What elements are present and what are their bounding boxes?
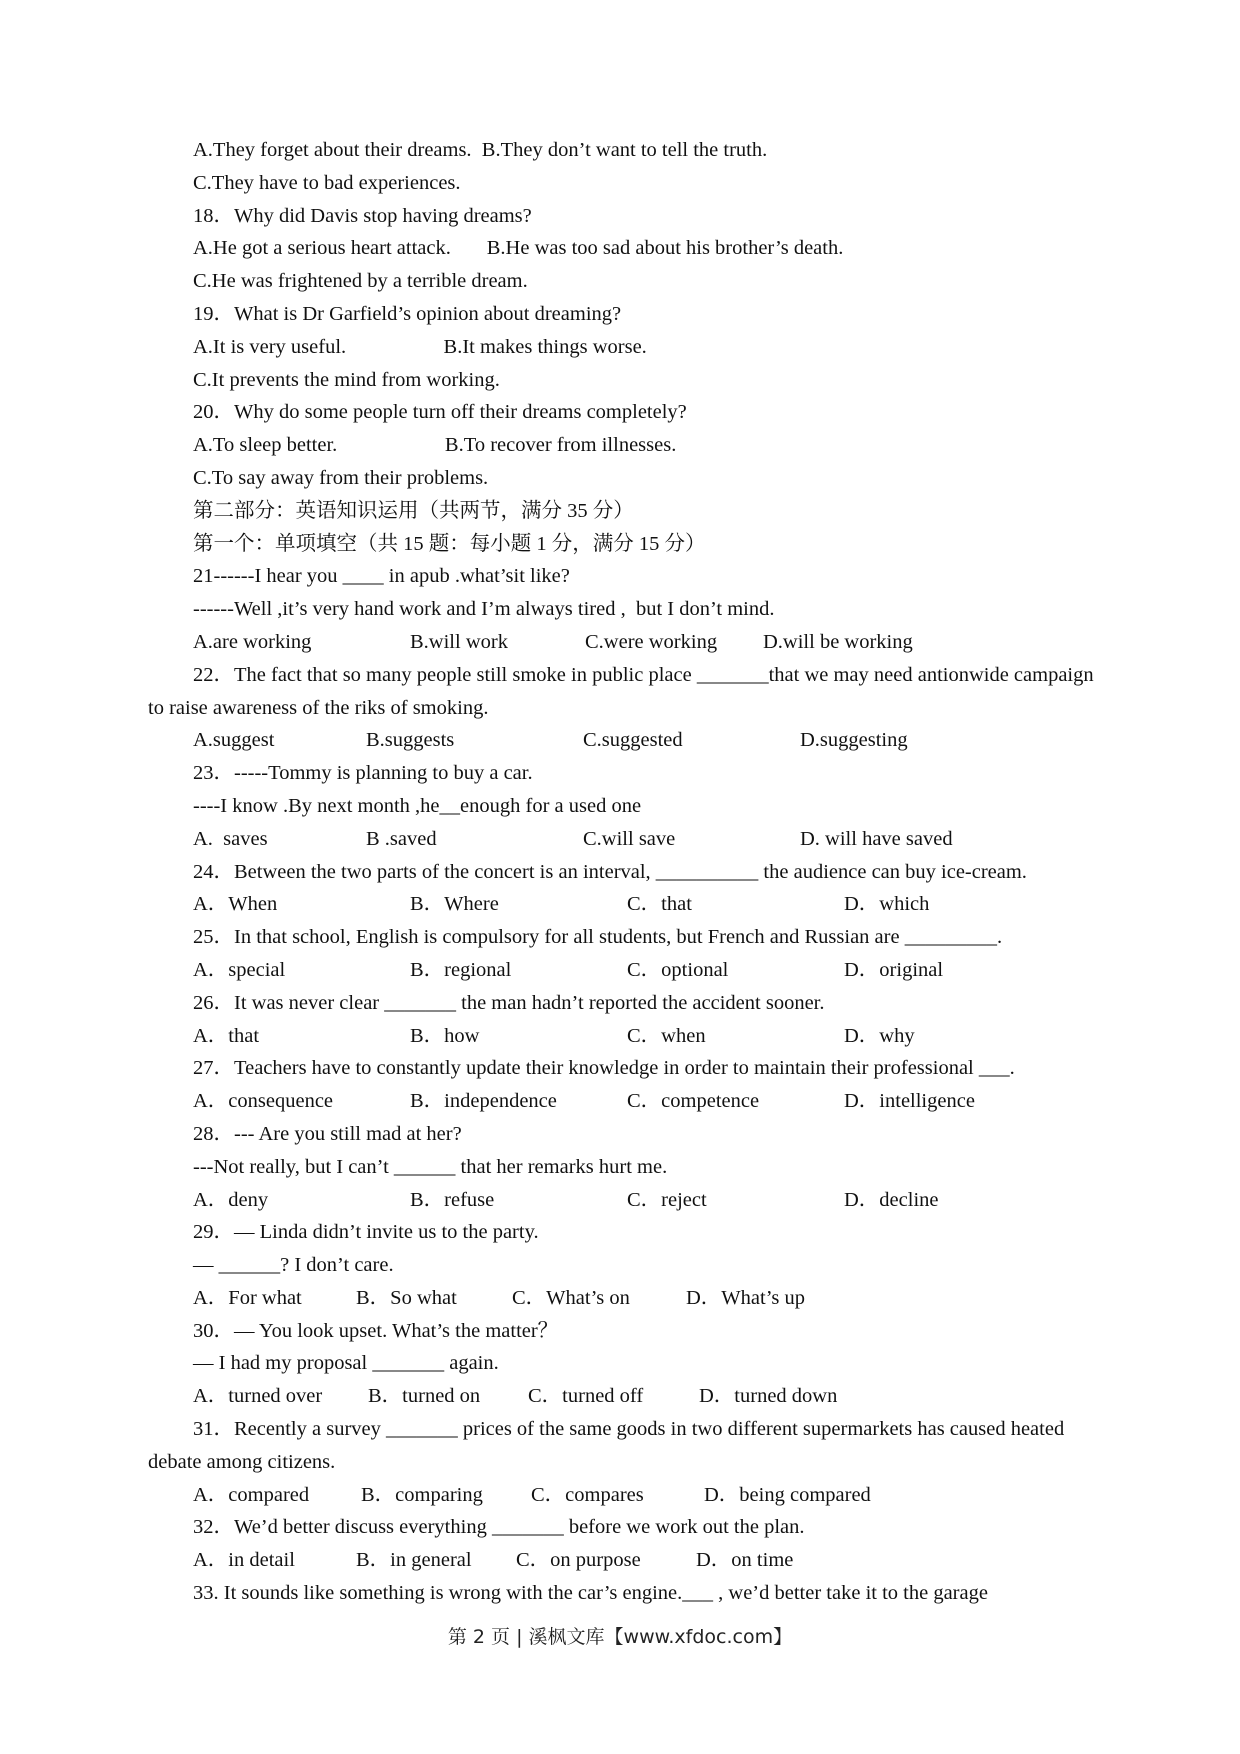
answer-option: B．So what — [356, 1286, 457, 1309]
text-line: 23．-----Tommy is planning to buy a car. — [193, 762, 533, 785]
answer-option: D．being compared — [704, 1483, 871, 1506]
answer-option: A.are working — [193, 630, 312, 653]
answer-option: D．intelligence — [844, 1090, 975, 1113]
options-row — [148, 724, 1098, 757]
options-row — [148, 954, 1098, 987]
answer-option: C．competence — [627, 1090, 760, 1113]
text-line: A.He got a serious heart attack. B.He was too sad about his brother’s death. — [193, 237, 844, 260]
text-line: C.He was frightened by a terrible dream. — [193, 270, 528, 293]
answer-option: A.suggest — [193, 729, 275, 752]
options-row — [148, 1380, 1098, 1413]
options-row — [148, 1479, 1098, 1512]
answer-option: C．when — [627, 1024, 706, 1047]
answer-option: B.will work — [410, 630, 508, 653]
text-line: — ______? I don’t care. — [193, 1254, 394, 1277]
answer-option: D．why — [844, 1024, 915, 1047]
options-row — [148, 1544, 1098, 1577]
text-line: 26．It was never clear _______ the man hadn’t reported the accident sooner. — [193, 991, 825, 1014]
answer-option: C．reject — [627, 1188, 707, 1211]
options-row — [148, 823, 1098, 856]
answer-option: A．compared — [193, 1483, 310, 1506]
text-line: 第二部分：英语知识运用（共两节，满分 35 分） — [193, 499, 634, 522]
page-footer: 第 2 页 | 溪枫文库【www.xfdoc.com】 — [447, 1626, 793, 1648]
exam-content — [148, 134, 1098, 1610]
text-line: A.They forget about their dreams. B.They don’t want to tell the truth. — [193, 139, 768, 161]
answer-option: A．consequence — [193, 1090, 334, 1113]
answer-option: D．original — [844, 958, 944, 981]
options-row — [148, 888, 1098, 921]
text-line: 27．Teachers have to constantly update their knowledge in order to maintain their professional ___. — [193, 1057, 1015, 1080]
options-row — [148, 626, 1098, 659]
text-line: 29．— Linda didn’t invite us to the party. — [193, 1221, 539, 1244]
options-row — [148, 1282, 1098, 1315]
answer-option: D．which — [844, 893, 930, 916]
answer-option: C.will save — [583, 827, 676, 850]
question-paragraph: 22．The fact that so many people still smoke in public place _______that we may need antionwide campaign to raise awareness of the riks of smoking. — [148, 663, 1094, 719]
answer-option: A．special — [193, 958, 286, 981]
answer-option: B.suggests — [366, 729, 455, 752]
answer-option: B．independence — [410, 1090, 557, 1113]
answer-option: B．Where — [410, 893, 499, 916]
text-line: 20．Why do some people turn off their dreams completely? — [193, 401, 687, 424]
answer-option: B．turned on — [368, 1385, 481, 1408]
answer-option: B．how — [410, 1024, 480, 1047]
answer-option: B .saved — [366, 827, 437, 850]
answer-option: D.suggesting — [800, 729, 908, 752]
text-line: A.It is very useful. B.It makes things worse. — [193, 335, 647, 358]
answer-option: B．regional — [410, 958, 512, 981]
text-line: 24．Between the two parts of the concert is an interval, __________ the audience can buy ice-cream. — [193, 860, 1027, 883]
text-line: ------Well ,it’s very hand work and I’m always tired , but I don’t mind. — [193, 598, 775, 621]
answer-option: C．on purpose — [516, 1549, 641, 1572]
answer-option: A. saves — [193, 827, 268, 850]
text-line: 19．What is Dr Garfield’s opinion about dreaming? — [193, 302, 622, 325]
text-line: 30．— You look upset. What’s the matter？ — [193, 1319, 559, 1342]
answer-option: C.suggested — [583, 729, 683, 752]
text-line: 33. It sounds like something is wrong with the car’s engine.___ , we’d better take it to the garage — [193, 1582, 988, 1605]
answer-option: A．When — [193, 893, 278, 916]
text-line: 21------I hear you ____ in apub .what’sit like? — [193, 565, 570, 588]
options-row — [148, 1020, 1098, 1053]
answer-option: D．on time — [696, 1549, 794, 1572]
options-row — [148, 1184, 1098, 1217]
text-line: ----I know .By next month ,he__enough for a used one — [193, 794, 642, 817]
answer-option: D．What’s up — [686, 1286, 805, 1309]
text-line: 18．Why did Davis stop having dreams? — [193, 204, 532, 227]
answer-option: A．deny — [193, 1188, 269, 1211]
text-line: 25．In that school, English is compulsory for all students, but French and Russian are _________. — [193, 926, 1003, 949]
answer-option: C．optional — [627, 958, 729, 981]
text-line: 第一个：单项填空（共 15 题：每小题 1 分，满分 15 分） — [193, 532, 706, 555]
answer-option: B．in general — [356, 1549, 472, 1572]
answer-option: A．that — [193, 1024, 260, 1047]
answer-option: B．refuse — [410, 1188, 495, 1211]
answer-option: D.will be working — [763, 630, 913, 653]
answer-option: A．For what — [193, 1286, 302, 1309]
answer-option: C．compares — [531, 1483, 644, 1506]
answer-option: C.were working — [585, 630, 718, 653]
text-line: — I had my proposal _______ again. — [193, 1352, 499, 1375]
answer-option: B．comparing — [361, 1483, 483, 1506]
answer-option: D．turned down — [699, 1385, 838, 1408]
text-line: ---Not really, but I can’t ______ that her remarks hurt me. — [193, 1155, 668, 1178]
text-line: C.It prevents the mind from working. — [193, 368, 500, 391]
answer-option: A．in detail — [193, 1549, 295, 1572]
text-line: A.To sleep better. B.To recover from illnesses. — [193, 434, 677, 457]
answer-option: C．turned off — [528, 1385, 644, 1408]
text-line: C.They have to bad experiences. — [193, 171, 461, 194]
text-line: 32．We’d better discuss everything _______ before we work out the plan. — [193, 1516, 805, 1539]
question-paragraph: 31．Recently a survey _______ prices of the same goods in two different supermarkets has caused heated debate among citizens. — [148, 1418, 1065, 1473]
answer-option: C．that — [627, 893, 692, 916]
text-line: C.To say away from their problems. — [193, 466, 489, 489]
options-row — [148, 1085, 1098, 1118]
text-line: 28．--- Are you still mad at her? — [193, 1122, 462, 1145]
answer-option: D．decline — [844, 1188, 939, 1211]
answer-option: C．What’s on — [512, 1286, 630, 1309]
answer-option: D. will have saved — [800, 827, 953, 850]
answer-option: A．turned over — [193, 1385, 323, 1408]
